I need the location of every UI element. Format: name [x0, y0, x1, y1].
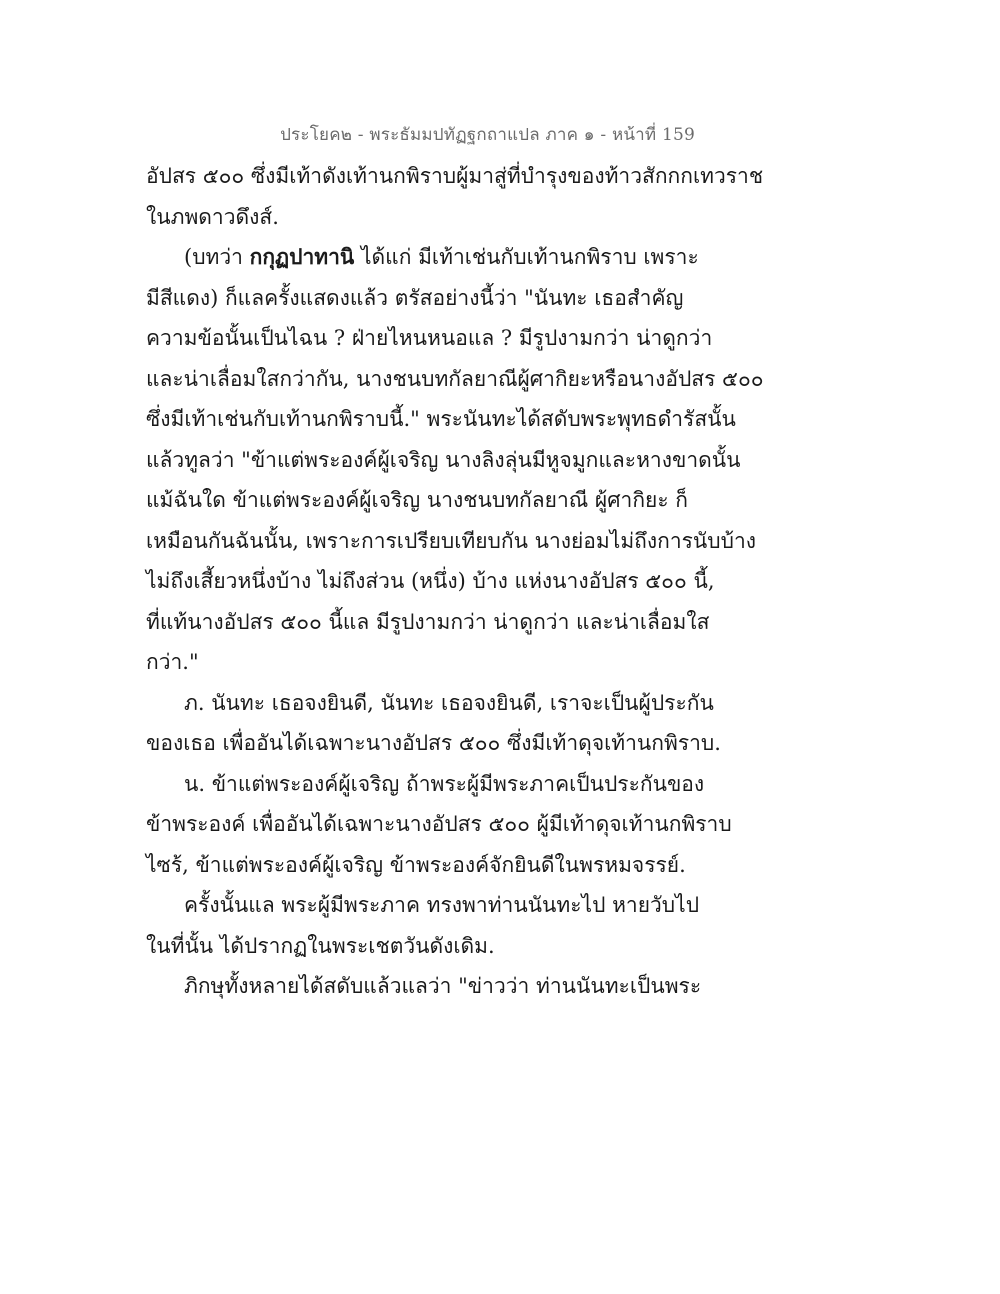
- text-line: ไม่ถึงเสี้ยวหนึ่งบ้าง ไม่ถึงส่วน (หนึ่ง) บ้าง แห่งนางอัปสร ๕๐๐ นี้,: [146, 569, 715, 593]
- text-line: แล้วทูลว่า "ข้าแต่พระองค์ผู้เจริญ นางลิงลุ่นมีหูจมูกและหางขาดนั้น: [146, 447, 741, 472]
- text-line: น. ข้าแต่พระองค์ผู้เจริญ ถ้าพระผู้มีพระภาคเป็นประกันของ: [184, 771, 705, 796]
- text-line: ข้าพระองค์ เพื่ออันได้เฉพาะนางอัปสร ๕๐๐ ผู้มีเท้าดุจเท้านกพิราบ: [146, 812, 732, 836]
- text-line: ภ. นันทะ เธอจงยินดี, นันทะ เธอจงยินดี, เราจะเป็นผู้ประกัน: [184, 690, 714, 715]
- line-rest: ได้แก่ มีเท้าเช่นกับเท้านกพิราบ เพราะ: [354, 245, 699, 269]
- text-line: ในภพดาวดึงส์.: [146, 204, 279, 229]
- line-lead: (บทว่า: [184, 245, 250, 269]
- text-line: ซึ่งมีเท้าเช่นกับเท้านกพิราบนี้." พระนันทะได้สดับพระพุทธดำรัสนั้น: [146, 407, 736, 431]
- text-line: [146, 237, 706, 278]
- text-line: อัปสร ๕๐๐ ซึ่งมีเท้าดังเท้านกพิราบผู้มาสู่ที่บำรุงของท้าวสักกกเทวราช: [146, 164, 764, 188]
- text-line: ครั้งนั้นแล พระผู้มีพระภาค ทรงพาท่านนันทะไป หายวับไป: [184, 893, 700, 917]
- text-line: ความข้อนั้นเป็นไฉน ? ฝ่ายไหนหนอแล ? มีรูปงามกว่า น่าดูกว่า: [146, 326, 713, 350]
- text-line: เหมือนกันฉันนั้น, เพราะการเปรียบเทียบกัน นางย่อมไม่ถึงการนับบ้าง: [146, 528, 756, 553]
- defined-term: กกุฏปาทานิ: [249, 244, 355, 269]
- text-line: มีสีแดง) ก็แลครั้งแสดงแล้ว ตรัสอย่างนี้ว่า "นันทะ เธอสำคัญ: [146, 285, 684, 310]
- text-line: และน่าเลื่อมใสกว่ากัน, นางชนบทกัลยาณีผู้ศากิยะหรือนางอัปสร ๕๐๐: [146, 366, 764, 391]
- text-line: ในที่นั้น ได้ปรากฏในพระเชตวันดังเดิม.: [146, 933, 495, 958]
- text-line: แม้ฉันใด ข้าแต่พระองค์ผู้เจริญ นางชนบทกัลยาณี ผู้ศากิยะ ก็: [146, 488, 689, 512]
- text-line: ของเธอ เพื่ออันได้เฉพาะนางอัปสร ๕๐๐ ซึ่งมีเท้าดุจเท้านกพิราบ.: [146, 731, 721, 755]
- text-line: กว่า.": [146, 650, 199, 674]
- text-line: ที่แท้นางอัปสร ๕๐๐ นี้แล มีรูปงามกว่า น่าดูกว่า และน่าเลื่อมใส: [146, 609, 710, 634]
- text-line: ไซร้, ข้าแต่พระองค์ผู้เจริญ ข้าพระองค์จักยินดีในพรหมจรรย์.: [146, 852, 686, 877]
- running-header: ประโยค๒ - พระธัมมปทัฏฐกถาแปล ภาค ๑ - หน้าที่ 159: [280, 125, 695, 145]
- body-text: [146, 156, 764, 1007]
- text-line: ภิกษุทั้งหลายได้สดับแล้วแลว่า "ข่าวว่า ท่านนันทะเป็นพระ: [184, 974, 702, 998]
